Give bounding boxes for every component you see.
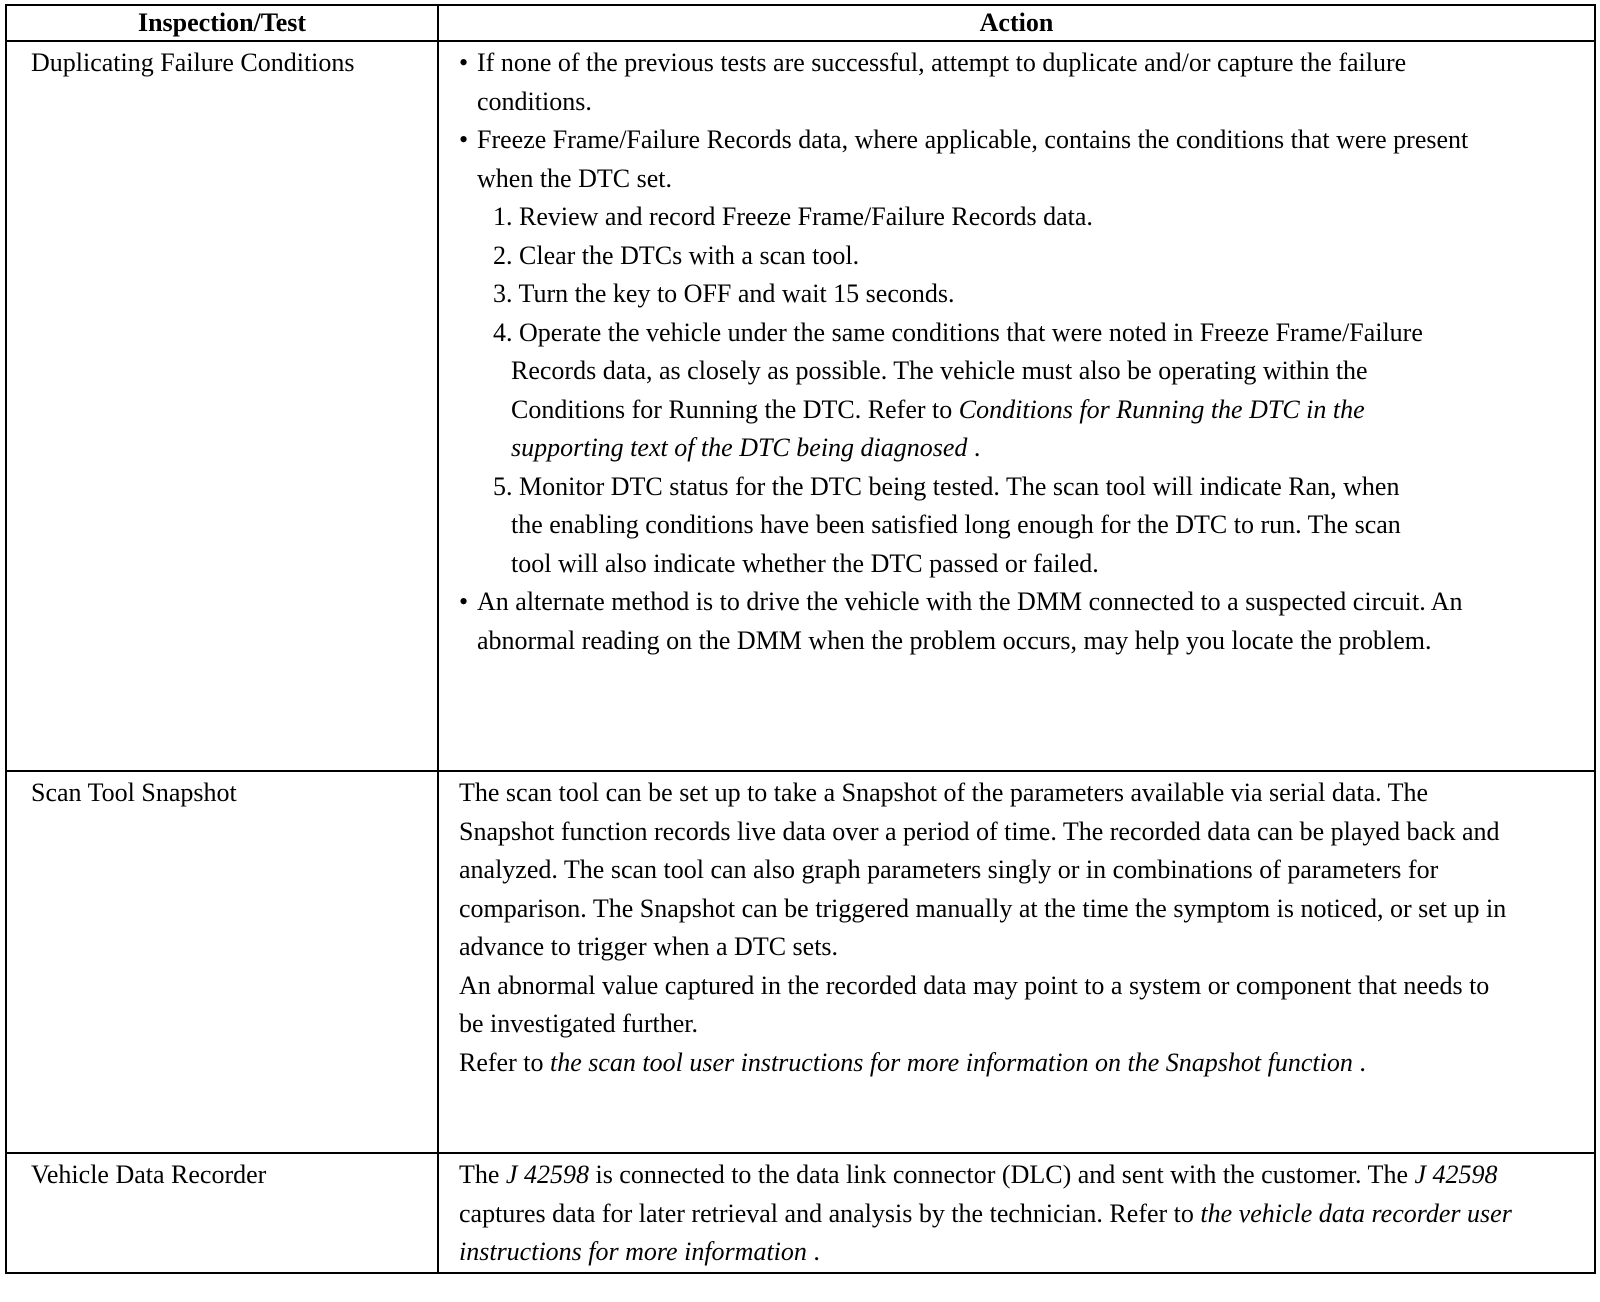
- snapshot-abnormal-note: An abnormal value captured in the recorded data may point to a system or component that needs to be investigated further.: [459, 970, 1490, 1038]
- bullet-item: [459, 121, 1477, 198]
- recorder-text: is connected to the data link connector (DLC) and sent with the customer. The: [588, 1160, 1415, 1189]
- tool-number: J 42598: [505, 1160, 589, 1189]
- refer-prefix: Refer to: [459, 1047, 550, 1077]
- snapshot-instructions-reference: the scan tool user instructions for more information on the Snapshot function: [549, 1047, 1353, 1077]
- bullet-text: Freeze Frame/Failure Records data, where applicable, contains the conditions that were present when the DTC set.: [477, 125, 1469, 193]
- snapshot-reference: [459, 1044, 1519, 1083]
- bullet-icon: •: [459, 48, 469, 77]
- bullet-text: If none of the previous tests are successful, attempt to duplicate and/or capture the failure conditions.: [477, 48, 1407, 116]
- bullet-icon: •: [459, 587, 469, 616]
- step-item: 3. Turn the key to OFF and wait 15 seconds.: [493, 279, 955, 308]
- bullet-text: An alternate method is to drive the vehicle with the DMM connected to a suspected circuit. An abnormal reading on the DMM when the problem occurs, may help you locate the problem.: [477, 587, 1463, 655]
- tool-number: J 42598: [1414, 1160, 1498, 1189]
- test-name-snapshot: Scan Tool Snapshot: [6, 771, 438, 1153]
- action-snapshot: [438, 771, 1595, 1153]
- bullet-item: [459, 583, 1477, 660]
- header-action: Action: [438, 5, 1595, 41]
- step-item: 1. Review and record Freeze Frame/Failure Records data.: [493, 202, 1093, 231]
- table-row: [6, 41, 1595, 771]
- steps-list: [493, 198, 1586, 583]
- action-duplicating: [438, 41, 1595, 771]
- inspection-table: [5, 4, 1596, 1274]
- test-name-duplicating: Duplicating Failure Conditions: [6, 41, 438, 771]
- step-end: .: [967, 433, 981, 462]
- refer-end: .: [1352, 1047, 1366, 1077]
- recorder-instructions-reference: the vehicle data recorder user instructions for more information: [459, 1198, 1512, 1266]
- header-inspection-test: Inspection/Test: [6, 5, 438, 41]
- bullet-item: [459, 44, 1477, 121]
- test-name-recorder: Vehicle Data Recorder: [6, 1153, 438, 1273]
- recorder-text: The: [459, 1160, 506, 1189]
- table-row: [6, 771, 1595, 1153]
- step-item: 2. Clear the DTCs with a scan tool.: [493, 240, 860, 270]
- snapshot-description: The scan tool can be set up to take a Snapshot of the parameters available via serial data. The Snapshot function records live data over a period of time. The recorded data can be played back and analyzed. The scan tool can also graph parameters singly or in combinations of parameters for comparison. The Snapshot can be triggered manually at the time the symptom is noticed, or set up in advance to trigger when a DTC sets.: [459, 778, 1507, 961]
- table-row: [6, 1153, 1595, 1273]
- action-recorder: [438, 1153, 1595, 1273]
- bullet-icon: •: [459, 125, 469, 154]
- refer-end: .: [806, 1237, 820, 1266]
- header-row: [6, 5, 1595, 41]
- recorder-description: [459, 1156, 1519, 1272]
- conditions-reference: Conditions for Running the DTC in the supporting text of the DTC being diagnosed: [511, 394, 1365, 462]
- step-item: 5. Monitor DTC status for the DTC being tested. The scan tool will indicate Ran, when the enabling conditions have been satisfied long enough for the DTC to run. The scan tool will also indicate whether the DTC passed or failed.: [493, 471, 1401, 578]
- recorder-text: captures data for later retrieval and analysis by the technician. Refer to: [459, 1198, 1201, 1228]
- step-item: [493, 314, 1431, 468]
- step-text: 4. Operate the vehicle under the same conditions that were noted in Freeze Frame/Failure Records data, as closely as possible. The vehicle must also be operating within the Conditions for Running the DTC. Refer to: [493, 317, 1423, 424]
